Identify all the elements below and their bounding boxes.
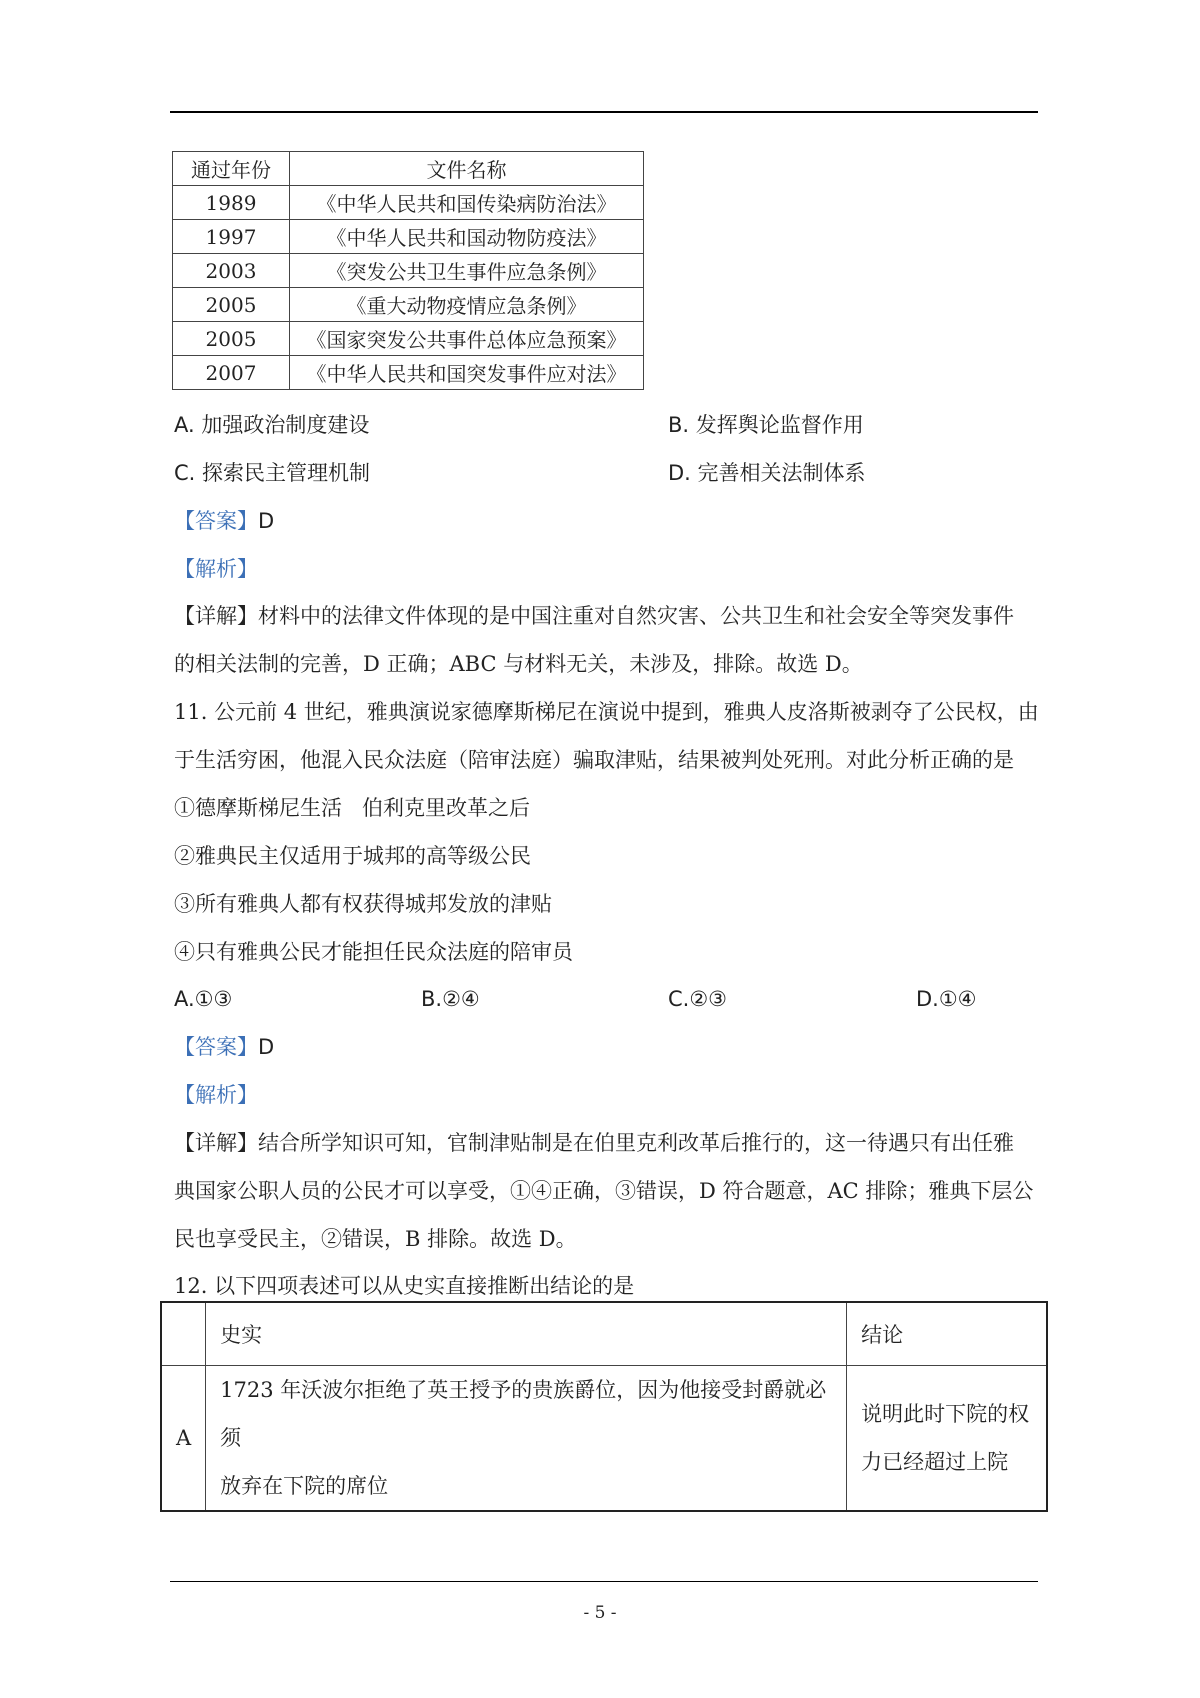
q11-option-b: B.②④ <box>421 987 480 1011</box>
table-row <box>173 186 644 220</box>
fact-cell <box>206 1366 847 1512</box>
year-cell: 2005 <box>173 322 290 356</box>
q11-analysis-label: 【解析】 <box>174 1083 258 1107</box>
table-row <box>161 1366 1047 1512</box>
q11-statement-3: ③所有雅典人都有权获得城邦发放的津贴 <box>174 892 552 916</box>
q10-option-b: B. 发挥舆论监督作用 <box>668 413 864 437</box>
q11-option-c: C.②③ <box>668 987 727 1011</box>
document-cell: 《突发公共卫生事件应急条例》 <box>290 254 644 288</box>
document-cell: 《重大动物疫情应急条例》 <box>290 288 644 322</box>
header-blank-cell <box>161 1302 206 1366</box>
q10-option-a: A. 加强政治制度建设 <box>174 413 370 437</box>
year-cell: 1997 <box>173 220 290 254</box>
q12-table-header <box>161 1302 1047 1366</box>
year-cell: 2007 <box>173 356 290 390</box>
law-table-header <box>173 152 644 186</box>
q11-statement-1: ①德摩斯梯尼生活 伯利克里改革之后 <box>174 796 531 820</box>
page-number: - 5 - <box>583 1603 617 1623</box>
q11-stem-line-2: 于生活穷困，他混入民众法庭（陪审法庭）骗取津贴，结果被判处死刑。对此分析正确的是 <box>174 748 1014 772</box>
table-row <box>173 322 644 356</box>
document-cell: 《中华人民共和国动物防疫法》 <box>290 220 644 254</box>
header-conclusion: 结论 <box>847 1302 1047 1366</box>
fact-line-1: 1723 年沃波尔拒绝了英王授予的贵族爵位，因为他接受封爵就必须 <box>220 1378 827 1450</box>
header-fact: 史实 <box>206 1302 847 1366</box>
q10-detail-line-2: 的相关法制的完善，D 正确；ABC 与材料无关，未涉及，排除。故选 D。 <box>174 652 863 676</box>
year-cell: 2003 <box>173 254 290 288</box>
year-cell: 2005 <box>173 288 290 322</box>
table-row <box>173 356 644 390</box>
fact-line-2: 放弃在下院的席位 <box>220 1474 389 1498</box>
header-rule <box>170 111 1038 113</box>
document-cell: 《中华人民共和国传染病防治法》 <box>290 186 644 220</box>
conclusion-line-1: 说明此时下院的权 <box>861 1402 1030 1426</box>
year-cell: 1989 <box>173 186 290 220</box>
q11-option-d: D.①④ <box>916 987 977 1011</box>
q10-answer: 【答案】D <box>174 509 275 533</box>
q11-detail-line-2: 典国家公职人员的公民才可以享受，①④正确，③错误，D 符合题意，AC 排除；雅典下层公 <box>174 1179 1034 1203</box>
q10-option-c: C. 探索民主管理机制 <box>174 461 371 485</box>
conclusion-cell <box>847 1366 1047 1512</box>
header-year: 通过年份 <box>173 152 290 186</box>
law-table <box>172 151 644 390</box>
q12-stem: 12. 以下四项表述可以从史实直接推断出结论的是 <box>174 1274 635 1298</box>
q11-detail-line-3: 民也享受民主，②错误，B 排除。故选 D。 <box>174 1227 577 1251</box>
q11-answer: 【答案】D <box>174 1035 275 1059</box>
header-document: 文件名称 <box>290 152 644 186</box>
q10-option-d: D. 完善相关法制体系 <box>668 461 866 485</box>
table-row <box>173 254 644 288</box>
row-letter: A <box>161 1366 206 1512</box>
q11-detail-line-1: 【详解】结合所学知识可知，官制津贴制是在伯里克利改革后推行的，这一待遇只有出任雅 <box>174 1131 1014 1155</box>
table-row <box>173 220 644 254</box>
document-cell: 《国家突发公共事件总体应急预案》 <box>290 322 644 356</box>
q11-statement-4: ④只有雅典公民才能担任民众法庭的陪审员 <box>174 940 573 964</box>
q12-table <box>160 1301 1048 1512</box>
document-cell: 《中华人民共和国突发事件应对法》 <box>290 356 644 390</box>
conclusion-line-2: 力已经超过上院 <box>861 1450 1009 1474</box>
q11-statement-2: ②雅典民主仅适用于城邦的高等级公民 <box>174 844 531 868</box>
table-row <box>173 288 644 322</box>
q10-analysis-label: 【解析】 <box>174 557 258 581</box>
q10-detail-line-1: 【详解】材料中的法律文件体现的是中国注重对自然灾害、公共卫生和社会安全等突发事件 <box>174 604 1014 628</box>
footer-rule <box>170 1581 1038 1582</box>
q11-stem-line-1: 11. 公元前 4 世纪，雅典演说家德摩斯梯尼在演说中提到，雅典人皮洛斯被剥夺了公民权，由 <box>174 700 1039 724</box>
q11-option-a: A.①③ <box>174 987 233 1011</box>
